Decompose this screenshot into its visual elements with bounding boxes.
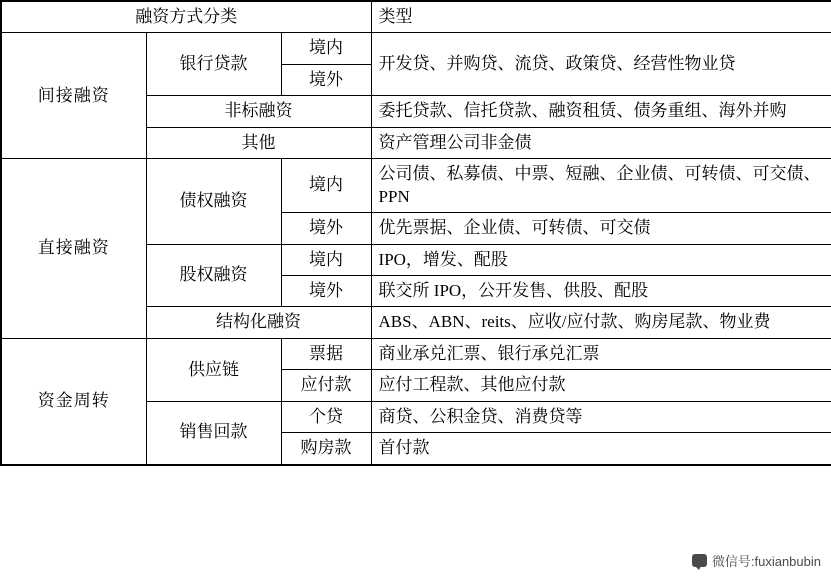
subgroup-cell: 境内 [281, 244, 371, 275]
subgroup-cell: 购房款 [281, 433, 371, 465]
wechat-icon [692, 554, 707, 567]
subgroup-cell: 境外 [281, 64, 371, 95]
subgroup-cell: 票据 [281, 338, 371, 369]
type-cell: 开发贷、并购贷、流贷、政策贷、经营性物业贷 [371, 33, 831, 96]
group-cell: 债权融资 [146, 159, 281, 244]
type-cell: 商业承兑汇票、银行承兑汇票 [371, 338, 831, 369]
group-cell: 销售回款 [146, 401, 281, 464]
table-header-row [1, 1, 831, 33]
type-cell: IPO，增发、配股 [371, 244, 831, 275]
watermark-text: 微信号:fuxianbubin [711, 554, 821, 569]
subgroup-cell: 境内 [281, 159, 371, 213]
type-cell: 委托贷款、信托贷款、融资租赁、债务重组、海外并购 [371, 96, 831, 127]
subgroup-cell: 境内 [281, 33, 371, 64]
watermark [688, 549, 825, 572]
header-cell-classification: 融资方式分类 [1, 1, 371, 33]
category-cell: 直接融资 [1, 159, 146, 339]
category-cell: 资金周转 [1, 338, 146, 464]
table-row [1, 33, 831, 64]
group-cell: 银行贷款 [146, 33, 281, 96]
type-cell: 公司债、私募债、中票、短融、企业债、可转债、可交债、PPN [371, 159, 831, 213]
type-cell: 联交所 IPO，公开发售、供股、配股 [371, 275, 831, 306]
group-cell: 非标融资 [146, 96, 371, 127]
type-cell: 应付工程款、其他应付款 [371, 370, 831, 401]
header-cell-type: 类型 [371, 1, 831, 33]
category-cell: 间接融资 [1, 33, 146, 159]
group-cell: 供应链 [146, 338, 281, 401]
table-row [1, 338, 831, 369]
table-row [1, 159, 831, 213]
subgroup-cell: 应付款 [281, 370, 371, 401]
subgroup-cell: 境外 [281, 213, 371, 244]
group-cell: 其他 [146, 127, 371, 158]
subgroup-cell: 境外 [281, 275, 371, 306]
group-cell: 股权融资 [146, 244, 281, 307]
type-cell: 商贷、公积金贷、消费贷等 [371, 401, 831, 432]
type-cell: 首付款 [371, 433, 831, 465]
subgroup-cell: 个贷 [281, 401, 371, 432]
group-cell: 结构化融资 [146, 307, 371, 338]
type-cell: ABS、ABN、reits、应收/应付款、购房尾款、物业费 [371, 307, 831, 338]
type-cell: 优先票据、企业债、可转债、可交债 [371, 213, 831, 244]
type-cell: 资产管理公司非金债 [371, 127, 831, 158]
